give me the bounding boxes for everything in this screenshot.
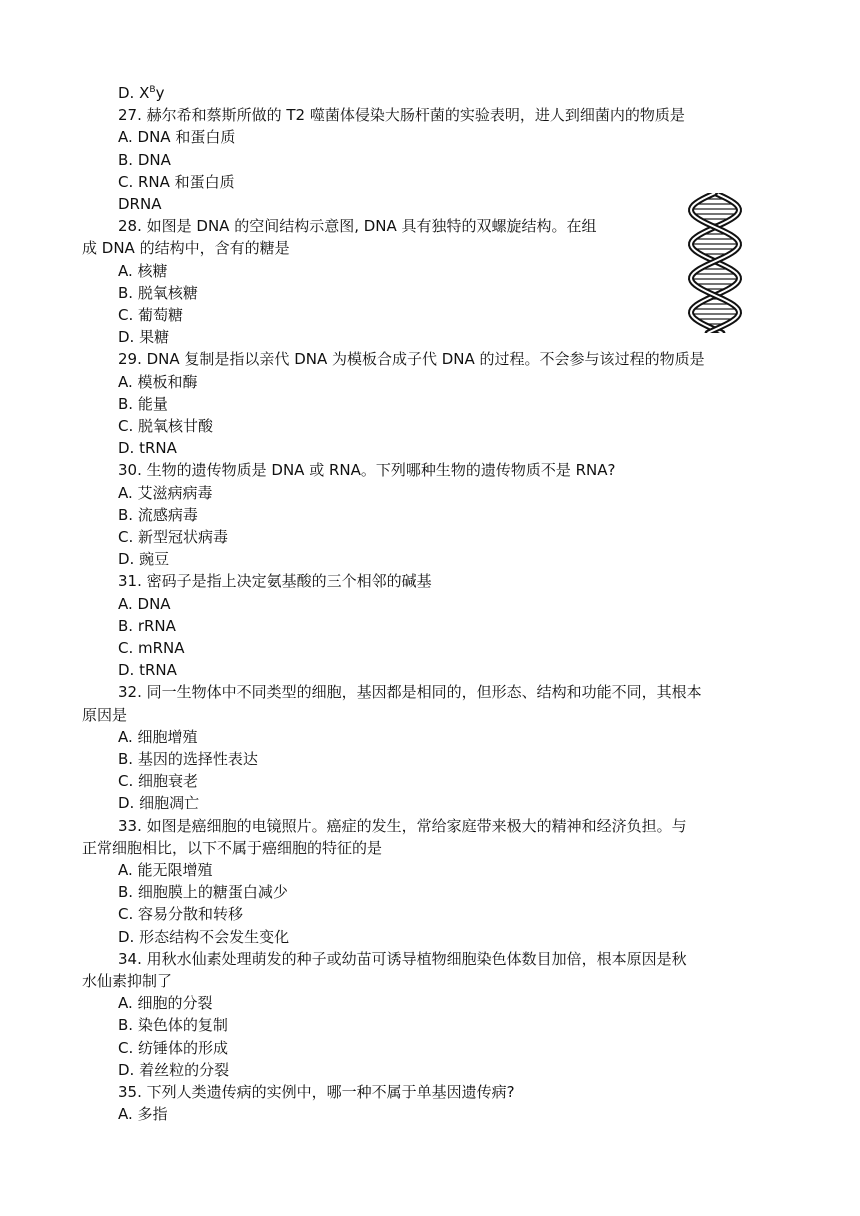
option-line [118,482,213,504]
option-line [118,926,289,948]
line-text: A. 艾滋病病毒 [118,483,213,502]
line-text: C. 细胞衰老 [118,772,199,791]
question-line [118,815,687,837]
line-text: A. 细胞的分裂 [118,994,213,1013]
line-text: B. 染色体的复制 [118,1016,228,1035]
option-line [118,171,235,193]
line-text: A. DNA [118,594,171,613]
option-line [118,659,177,681]
line-text: B. rRNA [118,616,176,635]
line-text: B. 能量 [118,394,168,413]
line-text: 35. 下列人类遗传病的实例中，哪一种不属于单基因遗传病? [118,1083,515,1101]
option-line [118,792,199,814]
question-line [118,459,616,481]
line-text: B. 细胞膜上的糖蛋白减少 [118,883,288,902]
option-line [118,304,183,326]
option-line [118,881,288,903]
question-line [118,348,705,370]
option-line [118,637,185,659]
line-text: C. 葡萄糖 [118,306,184,324]
option-line [118,415,213,437]
option-line [118,149,171,171]
line-text: 28. 如图是 DNA 的空间结构示意图, DNA 具有独特的双螺旋结构。在组 [118,217,597,236]
option-line [118,193,161,215]
line-text: D. 形态结构不会发生变化 [118,927,290,946]
line-text: C. 脱氧核甘酸 [118,417,214,435]
option-line [118,126,235,148]
option-line [118,615,176,637]
line-text: D. 着丝粒的分裂 [118,1060,230,1079]
option-line [118,1014,228,1036]
option-line [118,1103,168,1125]
line-text: D. X [118,84,150,102]
option-line [118,371,198,393]
option-line [118,82,164,104]
question-continuation [82,704,127,726]
option-line [118,526,228,548]
line-text: D. tRNA [118,439,177,458]
question-line [118,104,685,126]
line-text: A. 核糖 [118,261,168,280]
option-line [118,282,198,304]
dna-double-helix-icon [682,193,748,333]
line-text: DRNA [118,195,162,213]
line-text: 水仙素抑制了 [82,972,173,990]
line-text: 原因是 [82,705,128,724]
option-line [118,437,177,459]
option-line [118,992,213,1014]
line-text: D. tRNA [118,661,177,680]
line-text: B. 脱氧核糖 [118,283,198,302]
option-line [118,726,198,748]
line-text: A. 多指 [118,1105,168,1124]
line-text: 成 DNA 的结构中，含有的糖是 [82,239,290,258]
option-line [118,504,198,526]
question-continuation [82,237,290,259]
question-line [118,681,702,703]
line-text: D. 细胞凋亡 [118,794,200,813]
line-text: A. 能无限增殖 [118,861,213,879]
superscript-b: B [149,85,156,95]
line-text: A. 细胞增殖 [118,727,198,746]
option-line [118,748,258,770]
option-line [118,770,198,792]
option-line [118,260,168,282]
line-text: B. 基因的选择性表达 [118,750,258,768]
line-text: B. 流感病毒 [118,505,198,524]
line-text: C. 纺锤体的形成 [118,1038,229,1057]
question-continuation [82,837,382,859]
line-text: C. mRNA [118,639,185,657]
line-text: 34. 用秋水仙素处理萌发的种子或幼苗可诱导植物细胞染色体数目加倍，根本原因是秋 [118,949,687,968]
question-continuation [82,970,172,992]
line-text: 30. 生物的遗传物质是 DNA 或 RNA。下列哪种生物的遗传物质不是 RNA? [118,461,616,480]
question-line [118,1081,515,1103]
option-line [118,393,168,415]
option-line [118,903,243,925]
line-text: 正常细胞相比，以下不属于癌细胞的特征的是 [82,838,383,857]
option-line [118,548,169,570]
line-text: A. 模板和酶 [118,372,198,391]
question-line [118,948,687,970]
option-line [118,326,169,348]
line-text: C. RNA 和蛋白质 [118,172,235,191]
line-text: B. DNA [118,150,171,169]
line-text: C. 容易分散和转移 [118,905,244,924]
line-text: 33. 如图是癌细胞的电镜照片。癌症的发生，常给家庭带来极大的精神和经济负担。与 [118,816,687,835]
line-text: 32. 同一生物体中不同类型的细胞，基因都是相同的，但形态、结构和功能不同，其根本 [118,683,702,702]
option-line [118,859,213,881]
line-text: C. 新型冠状病毒 [118,528,229,546]
line-text: D. 果糖 [118,328,170,347]
line-text: 27. 赫尔希和蔡斯所做的 T2 噬菌体侵染大肠杆菌的实验表明，进人到细菌内的物质是 [118,106,685,125]
line-text: D. 豌豆 [118,550,170,569]
option-line [118,1037,228,1059]
question-line [118,570,432,592]
line-text: A. DNA 和蛋白质 [118,128,236,147]
line-text: 31. 密码子是指上决定氨基酸的三个相邻的碱基 [118,572,432,591]
option-line [118,1059,229,1081]
option-line [118,593,171,615]
first-line-tail: y [155,84,165,102]
line-text: 29. DNA 复制是指以亲代 DNA 为模板合成子代 DNA 的过程。不会参与该过程的物质是 [118,350,705,369]
question-line [118,215,597,237]
